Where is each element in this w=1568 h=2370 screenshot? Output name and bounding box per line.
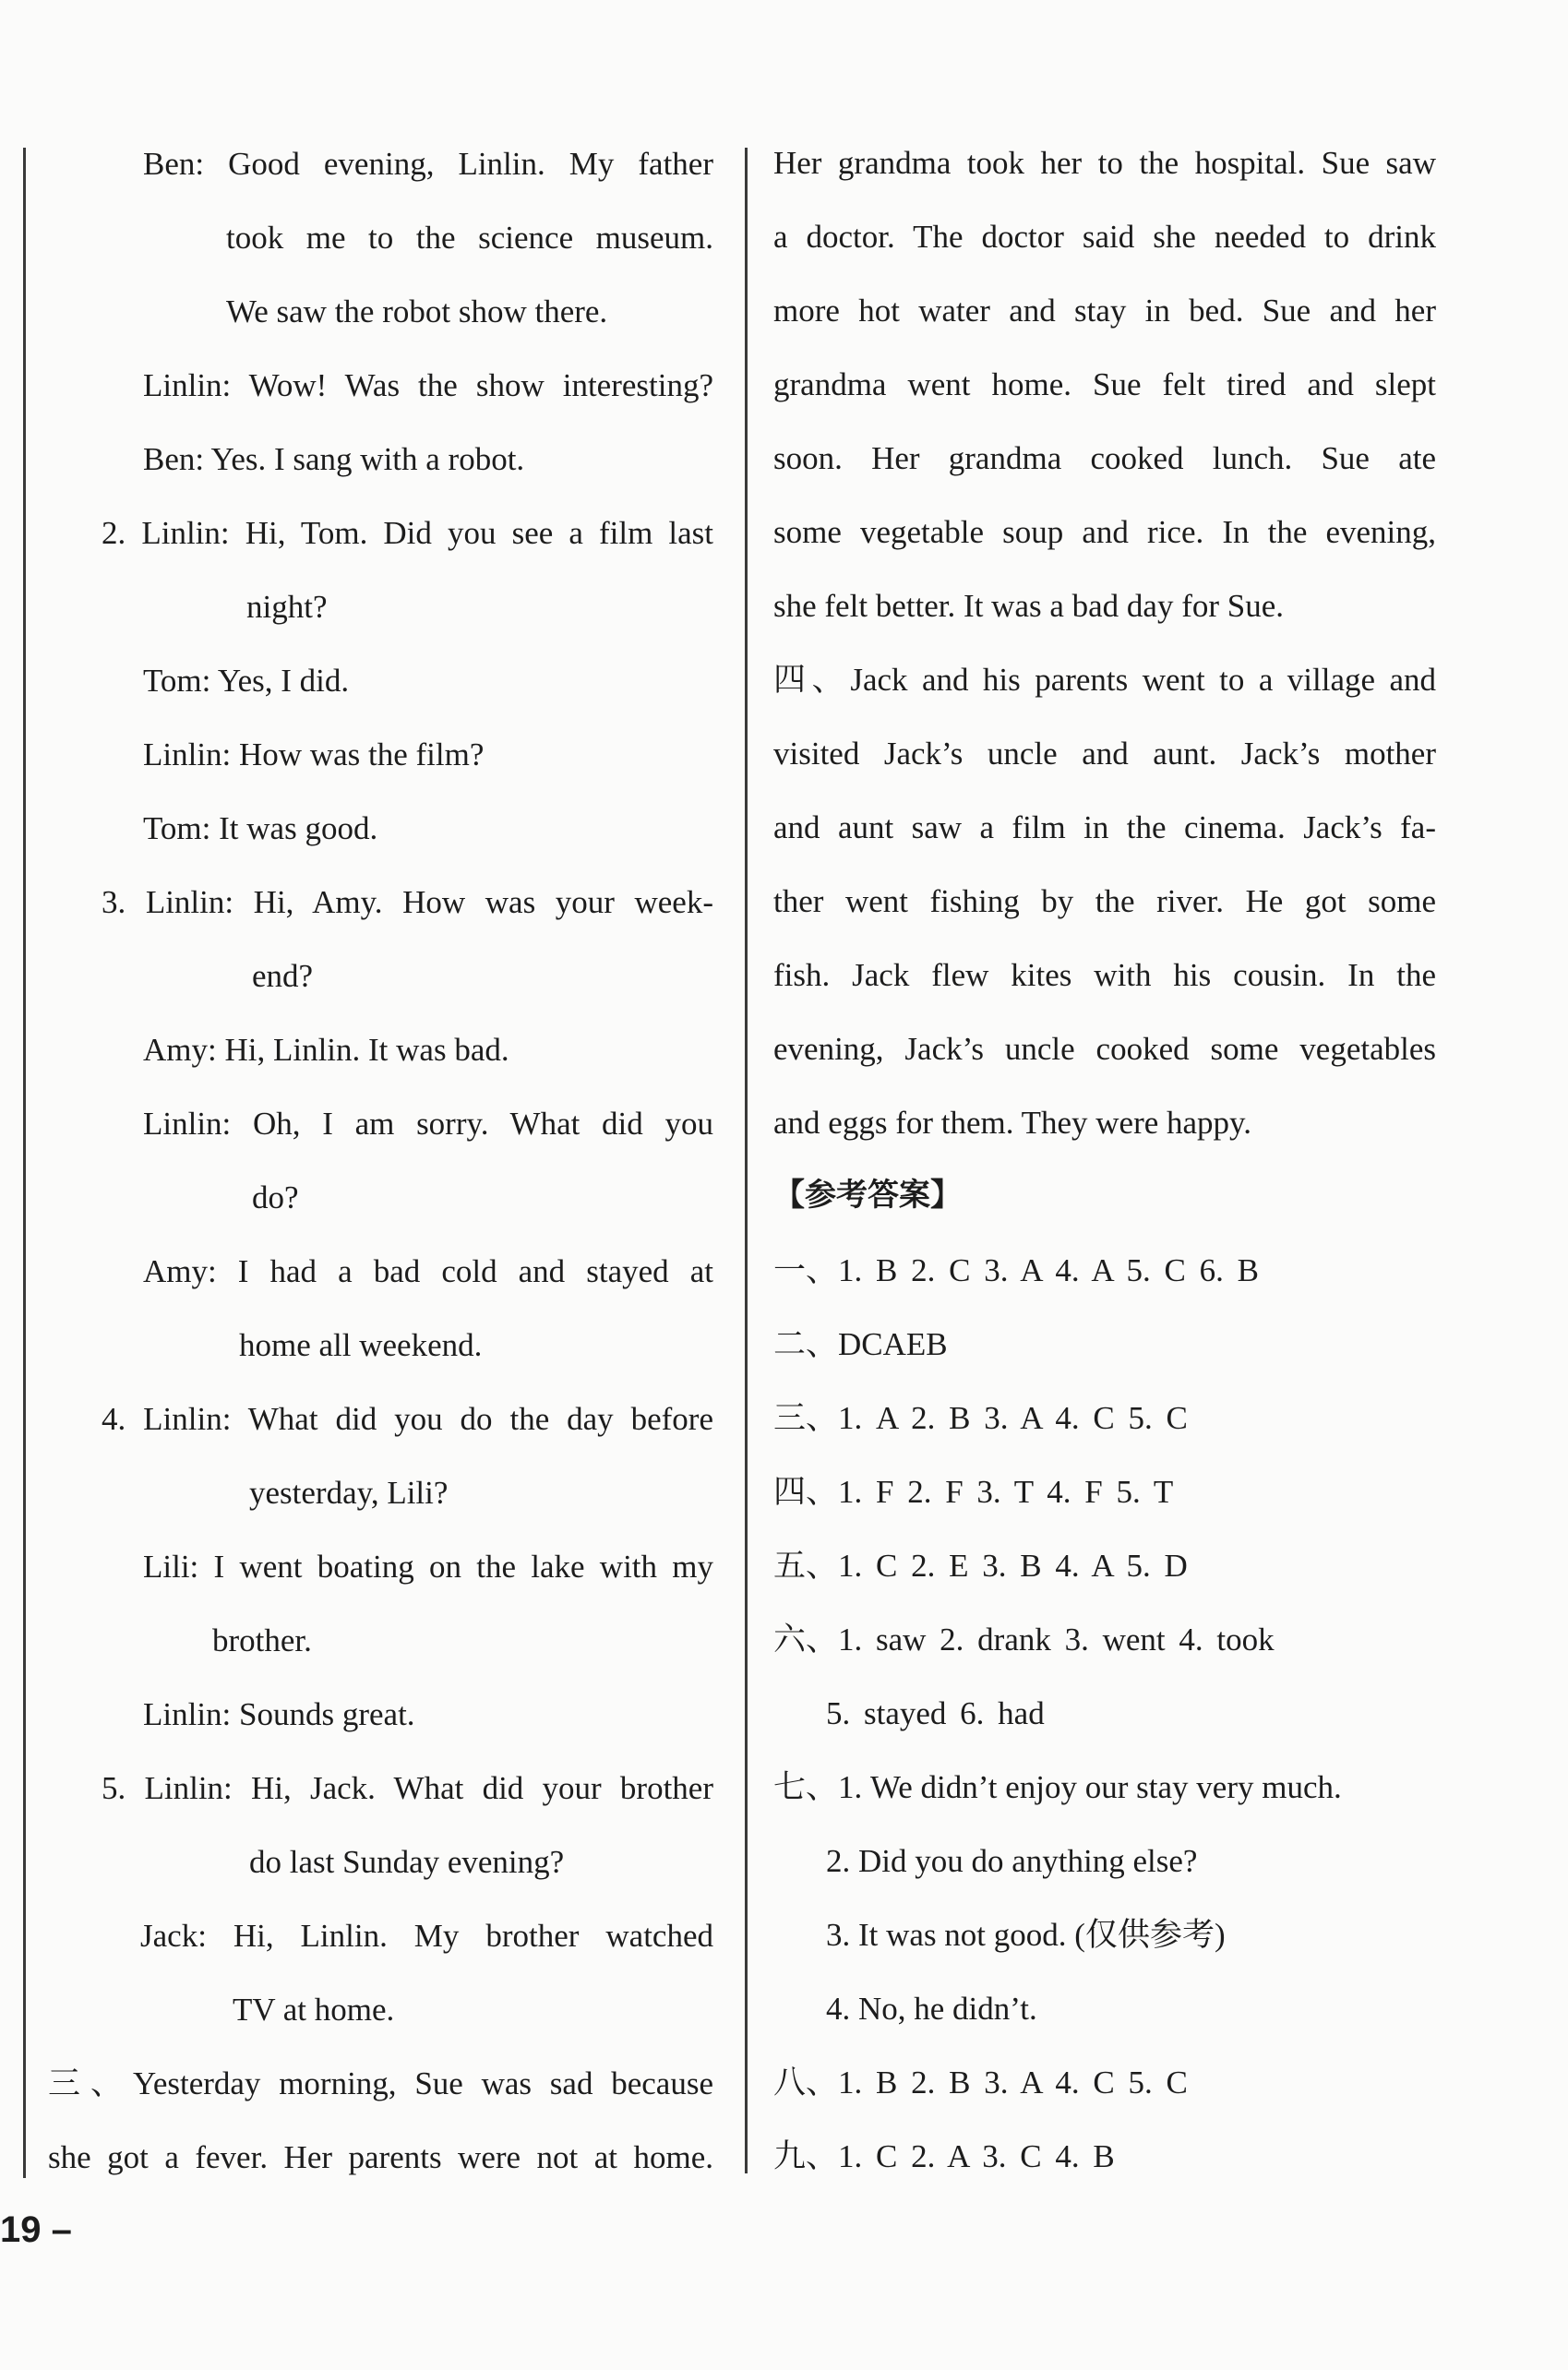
text-line: TV at home. xyxy=(233,1992,395,2028)
text-line: grandma went home. Sue felt tired and slept xyxy=(773,366,1436,402)
answer-line: 4. No, he didn’t. xyxy=(826,1991,1037,2027)
text-line: Her grandma took her to the hospital. Sue saw xyxy=(773,145,1436,181)
text-line: 4. Linlin: What did you do the day before xyxy=(102,1401,713,1437)
text-line: Lili: I went boating on the lake with my xyxy=(143,1549,713,1585)
text-line: Ben: Yes. I sang with a robot. xyxy=(143,441,525,477)
answer-line: 一、1. B 2. C 3. A 4. A 5. C 6. B xyxy=(773,1252,1259,1288)
text-line: do? xyxy=(252,1179,299,1215)
page-number: 19 – xyxy=(0,2209,72,2250)
text-line: evening, Jack’s uncle cooked some vegetables xyxy=(773,1031,1436,1067)
text-line: Jack: Hi, Linlin. My brother watched xyxy=(140,1918,713,1954)
text-line: 2. Linlin: Hi, Tom. Did you see a film last xyxy=(102,515,713,551)
answer-line: 六、1. saw 2. drank 3. went 4. took xyxy=(773,1622,1275,1658)
text-line: some vegetable soup and rice. In the evening, xyxy=(773,514,1436,550)
text-line: a doctor. The doctor said she needed to drink xyxy=(773,219,1436,255)
text-line: do last Sunday evening? xyxy=(249,1844,565,1880)
text-line: home all weekend. xyxy=(239,1327,483,1363)
text-line: Linlin: Sounds great. xyxy=(143,1696,415,1732)
answer-line: 八、1. B 2. B 3. A 4. C 5. C xyxy=(773,2065,1188,2101)
text-line: and aunt saw a film in the cinema. Jack’s fa- xyxy=(773,809,1436,845)
text-line: soon. Her grandma cooked lunch. Sue ate xyxy=(773,440,1436,476)
answer-line: 五、1. C 2. E 3. B 4. A 5. D xyxy=(773,1548,1188,1584)
answer-line: 2. Did you do anything else? xyxy=(826,1843,1198,1879)
text-line: she got a fever. Her parents were not at home. xyxy=(48,2139,713,2175)
answer-line: 四、1. F 2. F 3. T 4. F 5. T xyxy=(773,1474,1174,1510)
column-divider xyxy=(745,148,748,2173)
text-line: end? xyxy=(252,958,314,994)
text-line: fish. Jack flew kites with his cousin. In the xyxy=(773,957,1436,993)
answer-heading: 【参考答案】 xyxy=(773,1177,962,1214)
text-line: 四、Jack and his parents went to a village and xyxy=(773,662,1436,698)
text-line: Amy: Hi, Linlin. It was bad. xyxy=(143,1032,509,1068)
text-line: Linlin: How was the film? xyxy=(143,736,485,772)
answer-line: 七、1. We didn’t enjoy our stay very much. xyxy=(773,1769,1342,1805)
text-line: 3. Linlin: Hi, Amy. How was your week- xyxy=(102,884,713,920)
text-line: Tom: Yes, I did. xyxy=(143,663,350,699)
answer-line: 九、1. C 2. A 3. C 4. B xyxy=(773,2138,1115,2174)
answer-line: 5. stayed 6. had xyxy=(826,1695,1045,1731)
text-line: ther went fishing by the river. He got some xyxy=(773,883,1436,919)
answer-line: 3. It was not good. (仅供参考) xyxy=(826,1917,1226,1953)
text-line: 三、Yesterday morning, Sue was sad because xyxy=(48,2065,713,2101)
text-line: 5. Linlin: Hi, Jack. What did your brother xyxy=(102,1770,713,1806)
text-line: visited Jack’s uncle and aunt. Jack’s mother xyxy=(773,736,1436,772)
text-line: Amy: I had a bad cold and stayed at xyxy=(143,1253,713,1289)
text-line: took me to the science museum. xyxy=(226,220,713,256)
answer-line: 三、1. A 2. B 3. A 4. C 5. C xyxy=(773,1400,1188,1436)
text-line: Linlin: Wow! Was the show interesting? xyxy=(143,367,713,403)
answer-line: 二、DCAEB xyxy=(773,1326,948,1362)
text-line: more hot water and stay in bed. Sue and her xyxy=(773,293,1436,329)
text-line: yesterday, Lili? xyxy=(249,1475,449,1511)
text-line: brother. xyxy=(212,1622,312,1658)
text-line: night? xyxy=(246,589,328,625)
text-line: Tom: It was good. xyxy=(143,810,378,846)
text-line: and eggs for them. They were happy. xyxy=(773,1105,1252,1141)
text-line: Ben: Good evening, Linlin. My father xyxy=(143,146,713,182)
text-line: she felt better. It was a bad day for Sue. xyxy=(773,588,1285,624)
left-margin-rule xyxy=(23,148,26,2178)
text-line: Linlin: Oh, I am sorry. What did you xyxy=(143,1106,713,1142)
text-line: We saw the robot show there. xyxy=(226,293,608,329)
